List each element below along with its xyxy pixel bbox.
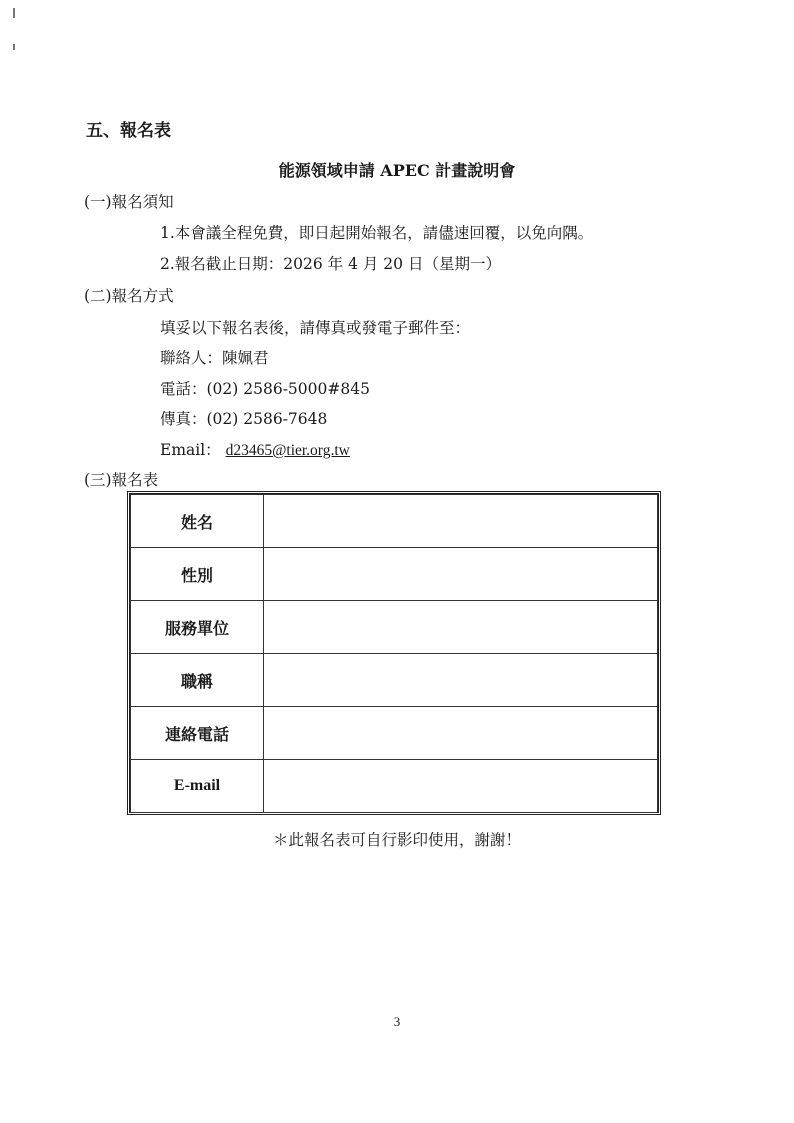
field-value-organization[interactable] [264,601,658,654]
scan-mark [13,44,15,50]
field-label-job-title: 職稱 [131,654,264,707]
contact-email [160,438,350,460]
notice-item-1: 1.本會議全程免費，即日起開始報名，請儘速回覆，以免向隅。 [160,224,594,242]
part1-heading: (一)報名須知 [84,193,174,211]
field-value-phone[interactable] [264,707,658,760]
table-row [131,495,658,548]
field-value-job-title[interactable] [264,654,658,707]
page-number: 3 [393,1014,401,1029]
field-label-gender: 性別 [131,548,264,601]
email-label: Email： [160,441,221,459]
registration-form-table [127,491,661,815]
contact-person: 聯絡人：陳姵君 [160,349,269,367]
contact-fax: 傳真：(02) 2586-7648 [160,410,328,428]
table-row [131,760,658,813]
registration-intro: 填妥以下報名表後，請傳真或發電子郵件至： [160,319,471,337]
field-label-name: 姓名 [131,495,264,548]
document-title: 能源領域申請 APEC 計畫說明會 [278,161,516,180]
scan-mark [13,8,15,18]
field-value-gender[interactable] [264,548,658,601]
email-link[interactable]: d23465@tier.org.tw [225,442,350,459]
part2-heading: (二)報名方式 [84,287,174,305]
field-value-name[interactable] [264,495,658,548]
table-row [131,548,658,601]
table-row [131,707,658,760]
field-label-phone: 連絡電話 [131,707,264,760]
photocopy-note: ＊此報名表可自行影印使用，謝謝！ [272,831,521,849]
table-row [131,654,658,707]
part3-heading: (三)報名表 [84,471,159,489]
field-label-email: E-mail [131,760,264,813]
notice-item-2: 2.報名截止日期：2026 年 4 月 20 日（星期一） [160,255,501,273]
section-heading: 五、報名表 [86,121,171,141]
table-row [131,601,658,654]
field-label-organization: 服務單位 [131,601,264,654]
contact-phone: 電話：(02) 2586-5000#845 [160,380,370,398]
field-value-email[interactable] [264,760,658,813]
